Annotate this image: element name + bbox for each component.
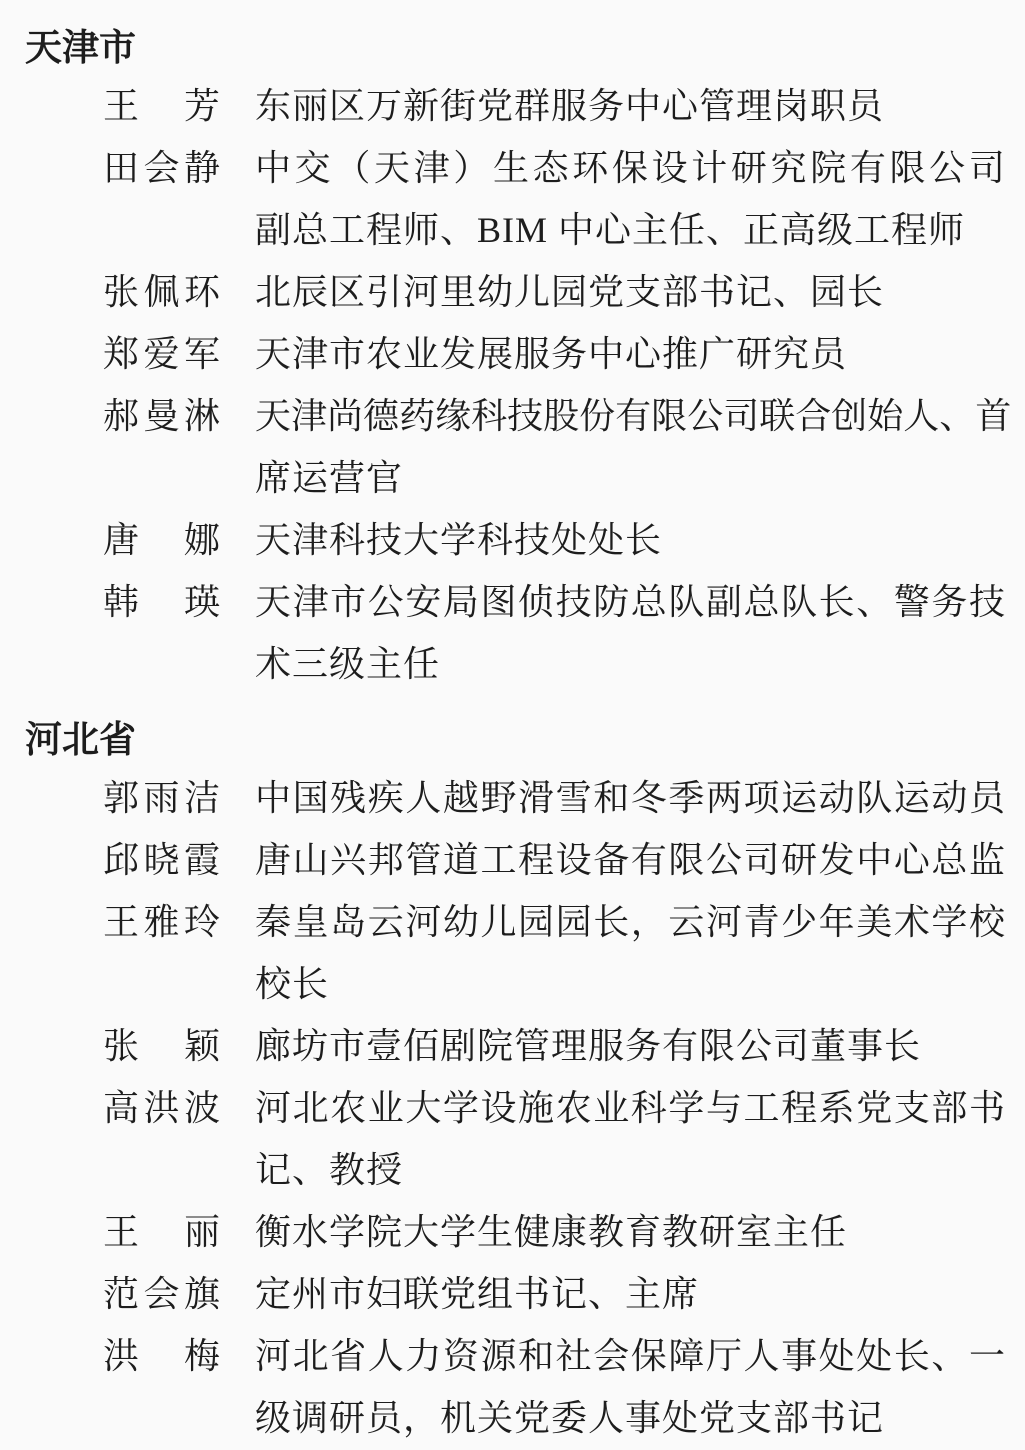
entry-row xyxy=(0,767,1025,829)
person-name xyxy=(103,150,220,186)
position-title-line: 天津市农业发展服务中心推广研究员 xyxy=(255,334,848,374)
position-title-char: 年 xyxy=(818,902,855,942)
person-name-char: 会 xyxy=(143,148,180,188)
entry-continuation-row xyxy=(0,633,1025,695)
position-title-char: 园 xyxy=(555,902,592,942)
position-title-char: 运 xyxy=(893,778,930,818)
position-title-char: 与 xyxy=(705,1088,742,1128)
position-title-char: 院 xyxy=(810,148,847,188)
position-title-char: 系 xyxy=(818,1088,855,1128)
person-name xyxy=(103,842,220,878)
position-title-char: 处 xyxy=(818,1336,855,1376)
region-header-row xyxy=(0,705,1025,767)
position-title-char: 态 xyxy=(532,148,569,188)
person-name-char: 静 xyxy=(183,148,220,188)
position-title-char: 残 xyxy=(330,778,367,818)
position-title-line: 席运营官 xyxy=(255,458,404,498)
person-name-char: 唐 xyxy=(103,520,140,560)
position-title-char: 始 xyxy=(867,396,904,436)
position-title-char: 越 xyxy=(442,778,479,818)
position-title-line xyxy=(255,904,1005,940)
person-name-char: 邱 xyxy=(103,840,140,880)
position-title-char: 野 xyxy=(480,778,517,818)
person-name-char: 郑 xyxy=(103,334,140,374)
entry-row xyxy=(0,75,1025,137)
person-name-char: 韩 xyxy=(103,582,140,622)
position-title-char: 限 xyxy=(889,148,926,188)
person-name xyxy=(103,1090,220,1126)
position-title-line: 北辰区引河里幼儿园党支部书记、园长 xyxy=(255,272,885,312)
position-title-line: 定州市妇联党组书记、主席 xyxy=(255,1274,700,1314)
person-name-char: 玲 xyxy=(183,902,220,942)
entry-continuation-row xyxy=(0,953,1025,1015)
position-title-char: 项 xyxy=(743,778,780,818)
entry-continuation-row xyxy=(0,1139,1025,1201)
position-title-char: 云 xyxy=(668,902,705,942)
position-title-char: 长 xyxy=(818,582,855,622)
position-title-char: ） xyxy=(453,148,490,188)
position-title-char: 兴 xyxy=(330,840,367,880)
position-title-char: 发 xyxy=(818,840,855,880)
position-title-char: 市 xyxy=(330,582,367,622)
position-title-char: 少 xyxy=(781,902,818,942)
position-title-char: 研 xyxy=(730,148,767,188)
person-name-char: 爱 xyxy=(143,334,180,374)
entry-continuation-row xyxy=(0,447,1025,509)
position-title-char: 儿 xyxy=(480,902,517,942)
position-title-char: 山 xyxy=(292,840,329,880)
position-title-char: 人 xyxy=(743,1336,780,1376)
person-name-char: 雨 xyxy=(143,778,180,818)
position-title-line xyxy=(255,584,1005,620)
position-title-char: 和 xyxy=(518,1336,555,1376)
position-title-char: 学 xyxy=(668,1088,705,1128)
position-title-char: 侦 xyxy=(518,582,555,622)
position-title-char: 幼 xyxy=(442,902,479,942)
position-title-char: 农 xyxy=(330,1088,367,1128)
position-title-char: 资 xyxy=(442,1336,479,1376)
position-title-char: 岛 xyxy=(330,902,367,942)
person-name-char: 颖 xyxy=(183,1026,220,1066)
position-title-char: 业 xyxy=(367,1088,404,1128)
position-title-char: 图 xyxy=(480,582,517,622)
position-title-line: 天津科技大学科技处处长 xyxy=(255,520,663,560)
entry-row xyxy=(0,385,1025,447)
position-title-line: 衡水学院大学生健康教育教研室主任 xyxy=(255,1212,848,1252)
position-title-char: 尚 xyxy=(327,396,364,436)
position-title-char: 备 xyxy=(593,840,630,880)
position-title-char: 技 xyxy=(968,582,1005,622)
position-title-char: 事 xyxy=(781,1336,818,1376)
position-title-char: 津 xyxy=(413,148,450,188)
position-title-char: 工 xyxy=(480,840,517,880)
position-title-char: 安 xyxy=(405,582,442,622)
person-name-char: 旗 xyxy=(183,1274,220,1314)
position-title-char: 邦 xyxy=(367,840,404,880)
position-title-char: 技 xyxy=(555,582,592,622)
person-name-char: 曼 xyxy=(143,396,180,436)
position-title-line xyxy=(255,150,1005,186)
person-name-char: 洁 xyxy=(183,778,220,818)
position-title-char: 国 xyxy=(292,778,329,818)
position-title-char: 力 xyxy=(405,1336,442,1376)
position-title-char: 处 xyxy=(856,1336,893,1376)
position-title-char: 、 xyxy=(931,1336,968,1376)
position-title-char: 北 xyxy=(292,1088,329,1128)
position-title-char: 合 xyxy=(795,396,832,436)
position-title-char: 防 xyxy=(593,582,630,622)
position-title-char: 队 xyxy=(856,778,893,818)
entry-continuation-row xyxy=(0,199,1025,261)
position-title-char: 雪 xyxy=(555,778,592,818)
position-title-char: 监 xyxy=(968,840,1005,880)
person-name xyxy=(103,1338,220,1374)
person-name-char: 张 xyxy=(103,272,140,312)
position-title-char: 警 xyxy=(893,582,930,622)
position-title-line xyxy=(255,1338,1005,1374)
position-title-char: 河 xyxy=(255,1336,292,1376)
position-title-char: 一 xyxy=(968,1336,1005,1376)
position-title-char: 社 xyxy=(555,1336,592,1376)
position-title-char: 究 xyxy=(770,148,807,188)
person-name xyxy=(103,274,220,310)
position-title-char: 云 xyxy=(367,902,404,942)
region-header-row xyxy=(0,13,1025,75)
position-title-char: 交 xyxy=(294,148,331,188)
position-title-char: 环 xyxy=(572,148,609,188)
entry-row xyxy=(0,891,1025,953)
position-title-char: 部 xyxy=(931,1088,968,1128)
person-name-char: 瑛 xyxy=(183,582,220,622)
position-title-char: 有 xyxy=(630,840,667,880)
position-title-char: 股 xyxy=(543,396,580,436)
position-title-line xyxy=(255,842,1005,878)
position-title-char: 公 xyxy=(367,582,404,622)
position-title-char: 人 xyxy=(405,778,442,818)
position-title-char: 天 xyxy=(255,396,292,436)
person-name-char: 洪 xyxy=(143,1088,180,1128)
position-title-char: 疾 xyxy=(367,778,404,818)
position-title-char: 皇 xyxy=(292,902,329,942)
position-title-char: 总 xyxy=(931,840,968,880)
position-title-char: 会 xyxy=(593,1336,630,1376)
position-title-char: 省 xyxy=(330,1336,367,1376)
entry-row xyxy=(0,137,1025,199)
person-name-char: 王 xyxy=(103,1212,140,1252)
person-name-char: 芳 xyxy=(183,86,220,126)
position-title-char: 心 xyxy=(893,840,930,880)
person-name xyxy=(103,522,220,558)
position-title-char: 保 xyxy=(630,1336,667,1376)
position-title-char: 唐 xyxy=(255,840,292,880)
position-title-char: ， xyxy=(630,902,667,942)
position-title-char: 支 xyxy=(893,1088,930,1128)
person-name-char: 丽 xyxy=(183,1212,220,1252)
position-title-char: 创 xyxy=(831,396,868,436)
position-title-char: 津 xyxy=(292,582,329,622)
person-name-char: 范 xyxy=(103,1274,140,1314)
person-name-char: 郝 xyxy=(103,396,140,436)
position-title-char: 科 xyxy=(471,396,508,436)
entry-row xyxy=(0,323,1025,385)
position-title-char: 设 xyxy=(480,1088,517,1128)
position-title-char: 长 xyxy=(593,902,630,942)
position-title-char: 秦 xyxy=(255,902,292,942)
position-title-char: 设 xyxy=(651,148,688,188)
position-title-char: 限 xyxy=(668,840,705,880)
position-title-char: 人 xyxy=(367,1336,404,1376)
position-title-char: 有 xyxy=(849,148,886,188)
entry-row xyxy=(0,571,1025,633)
region-title: 河北省 xyxy=(25,719,136,760)
position-title-line xyxy=(255,1090,1005,1126)
person-name-char: 淋 xyxy=(183,396,220,436)
person-name-char: 会 xyxy=(143,1274,180,1314)
position-title-char: 研 xyxy=(781,840,818,880)
position-title-char: 计 xyxy=(691,148,728,188)
position-title-char: （ xyxy=(334,148,371,188)
position-title-char: 联 xyxy=(759,396,796,436)
position-title-char: 河 xyxy=(705,902,742,942)
position-title-char: 副 xyxy=(705,582,742,622)
person-name xyxy=(103,336,220,372)
person-name-char: 郭 xyxy=(103,778,140,818)
position-title-line: 记、教授 xyxy=(255,1150,404,1190)
position-title-line: 校长 xyxy=(255,964,330,1004)
position-title-char: 务 xyxy=(931,582,968,622)
person-name-char: 田 xyxy=(103,148,140,188)
person-name-char: 娜 xyxy=(183,520,220,560)
position-title-char: 两 xyxy=(705,778,742,818)
position-title-char: 施 xyxy=(518,1088,555,1128)
position-title-char: 农 xyxy=(555,1088,592,1128)
position-title-char: 队 xyxy=(668,582,705,622)
position-title-char: 程 xyxy=(518,840,555,880)
position-title-char: 长 xyxy=(893,1336,930,1376)
position-title-char: 设 xyxy=(555,840,592,880)
position-title-char: 生 xyxy=(492,148,529,188)
person-name xyxy=(103,1214,220,1250)
person-name xyxy=(103,584,220,620)
position-title-char: 园 xyxy=(518,902,555,942)
position-title-char: 道 xyxy=(442,840,479,880)
position-title-line: 廊坊市壹佰剧院管理服务有限公司董事长 xyxy=(255,1026,922,1066)
person-name-char: 波 xyxy=(183,1088,220,1128)
position-title-char: 司 xyxy=(743,840,780,880)
position-title-char: 冬 xyxy=(630,778,667,818)
position-title-char: 药 xyxy=(399,396,436,436)
person-name-char: 佩 xyxy=(143,272,180,312)
position-title-char: 动 xyxy=(818,778,855,818)
entry-row xyxy=(0,261,1025,323)
position-title-char: 、 xyxy=(939,396,976,436)
position-title-char: 厅 xyxy=(705,1336,742,1376)
position-title-char: 河 xyxy=(405,902,442,942)
entry-row xyxy=(0,1263,1025,1325)
position-title-char: 限 xyxy=(651,396,688,436)
position-title-char: 党 xyxy=(856,1088,893,1128)
position-title-char: 天 xyxy=(373,148,410,188)
person-name xyxy=(103,88,220,124)
position-title-char: 障 xyxy=(668,1336,705,1376)
entry-row xyxy=(0,1201,1025,1263)
position-title-char: 术 xyxy=(893,902,930,942)
position-title-char: 人 xyxy=(903,396,940,436)
person-name-char: 霞 xyxy=(183,840,220,880)
person-name-char: 环 xyxy=(183,272,220,312)
person-name xyxy=(103,904,220,940)
person-name xyxy=(103,398,220,434)
position-title-char: 技 xyxy=(507,396,544,436)
position-title-char: 首 xyxy=(975,396,1012,436)
position-title-char: 科 xyxy=(630,1088,667,1128)
position-title-line: 副总工程师、BIM 中心主任、正高级工程师 xyxy=(255,210,966,250)
position-title-char: 中 xyxy=(255,148,292,188)
position-title-char: 缘 xyxy=(435,396,472,436)
position-title-char: 管 xyxy=(405,840,442,880)
position-title-char: 学 xyxy=(442,1088,479,1128)
person-name-char: 雅 xyxy=(143,902,180,942)
person-name-char: 晓 xyxy=(143,840,180,880)
position-title-char: 动 xyxy=(931,778,968,818)
position-title-char: 大 xyxy=(405,1088,442,1128)
position-title-char: 保 xyxy=(611,148,648,188)
position-title-char: 员 xyxy=(968,778,1005,818)
position-title-char: 美 xyxy=(856,902,893,942)
entry-row xyxy=(0,1077,1025,1139)
position-title-char: 业 xyxy=(593,1088,630,1128)
position-title-line xyxy=(255,396,1012,436)
position-title-char: 程 xyxy=(781,1088,818,1128)
position-title-char: 校 xyxy=(968,902,1005,942)
entry-continuation-row xyxy=(0,1387,1025,1449)
entry-row xyxy=(0,829,1025,891)
position-title-line: 东丽区万新街党群服务中心管理岗职员 xyxy=(255,86,885,126)
position-title-char: 河 xyxy=(255,1088,292,1128)
position-title-char: 中 xyxy=(856,840,893,880)
position-title-char: 德 xyxy=(363,396,400,436)
person-name-char: 王 xyxy=(103,902,140,942)
position-title-char: 司 xyxy=(968,148,1005,188)
position-title-char: 和 xyxy=(593,778,630,818)
position-title-char: 源 xyxy=(480,1336,517,1376)
person-name xyxy=(103,780,220,816)
position-title-char: 有 xyxy=(615,396,652,436)
person-name-char: 高 xyxy=(103,1088,140,1128)
position-title-line: 术三级主任 xyxy=(255,644,441,684)
position-title-char: 公 xyxy=(705,840,742,880)
position-title-char: 中 xyxy=(255,778,292,818)
position-title-char: 北 xyxy=(292,1336,329,1376)
position-title-char: 公 xyxy=(687,396,724,436)
person-name xyxy=(103,1028,220,1064)
entry-row xyxy=(0,509,1025,571)
person-name-char: 军 xyxy=(183,334,220,374)
position-title-char: 局 xyxy=(442,582,479,622)
person-name-char: 梅 xyxy=(183,1336,220,1376)
position-title-char: 、 xyxy=(856,582,893,622)
position-title-char: 总 xyxy=(630,582,667,622)
position-title-char: 季 xyxy=(668,778,705,818)
person-name-char: 张 xyxy=(103,1026,140,1066)
position-title-char: 津 xyxy=(291,396,328,436)
region-title: 天津市 xyxy=(25,27,136,68)
position-title-char: 司 xyxy=(723,396,760,436)
person-name-char: 洪 xyxy=(103,1336,140,1376)
position-title-char: 青 xyxy=(743,902,780,942)
person-name-char: 王 xyxy=(103,86,140,126)
person-name xyxy=(103,1276,220,1312)
position-title-char: 运 xyxy=(781,778,818,818)
position-title-char: 队 xyxy=(781,582,818,622)
position-title-char: 学 xyxy=(931,902,968,942)
position-title-line xyxy=(255,780,1005,816)
entry-row xyxy=(0,1015,1025,1077)
position-title-line: 级调研员，机关党委人事处党支部书记 xyxy=(255,1398,885,1438)
position-title-char: 公 xyxy=(929,148,966,188)
position-title-char: 天 xyxy=(255,582,292,622)
position-title-char: 份 xyxy=(579,396,616,436)
entry-row xyxy=(0,1325,1025,1387)
position-title-char: 工 xyxy=(743,1088,780,1128)
position-title-char: 书 xyxy=(968,1088,1005,1128)
position-title-char: 总 xyxy=(743,582,780,622)
position-title-char: 滑 xyxy=(518,778,555,818)
